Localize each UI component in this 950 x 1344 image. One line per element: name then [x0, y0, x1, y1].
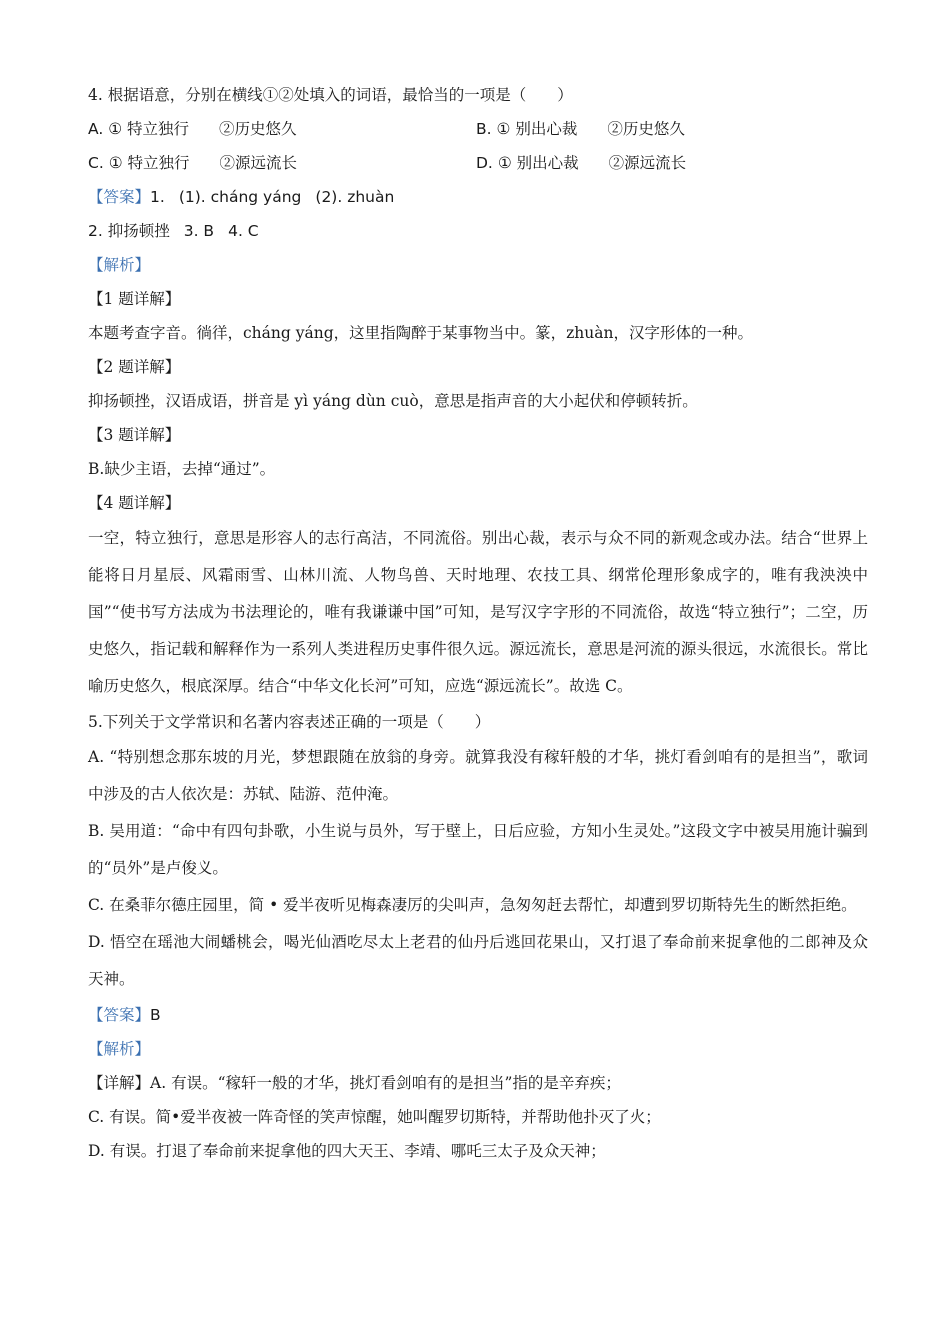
answer-block-2: 2. 抑扬顿挫 3. B 4. C [88, 222, 259, 240]
detail-2-title: 【2 题详解】 [88, 358, 181, 376]
q5-option-a: A. “特别想念那东坡的月光，梦想跟随在放翁的身旁。就算我没有稼轩般的才华，挑灯看剑咱有的是担当”，歌词中涉及的古人依次是：苏轼、陆游、范仲淹。 [88, 748, 868, 803]
detail-1-title: 【1 题详解】 [88, 290, 181, 308]
q5-option-d: D. 悟空在瑶池大闹蟠桃会，喝光仙酒吃尽太上老君的仙丹后逃回花果山，又打退了奉命前来捉拿他的二郎神及众天神。 [88, 933, 868, 988]
answer-tag: 【答案】 [88, 188, 151, 206]
answer-5: 【答案】B [88, 1006, 161, 1024]
detail-1-body: 本题考查字音。徜徉，cháng yáng，这里指陶醉于某事物当中。篆，zhuàn，汉字形体的一种。 [88, 324, 753, 342]
document-page [88, 78, 868, 1168]
analysis-tag: 【解析】 [88, 256, 151, 274]
detail-2-body: 抑扬顿挫，汉语成语，拼音是 yì yáng dùn cuò，意思是指声音的大小起伏和停顿转折。 [88, 392, 698, 410]
q5-option-b: B. 吴用道：“命中有四句卦歌，小生说与员外，写于壁上，日后应验，方知小生灵处。”这段文字中被吴用施计骗到的“员外”是卢俊义。 [88, 822, 868, 877]
q4-stem: 4. 根据语意，分别在横线①②处填入的词语，最恰当的一项是（ ） [88, 86, 573, 104]
analysis-5-a: 【详解】A. 有误。“稼轩一般的才华，挑灯看剑咱有的是担当”指的是辛弃疾； [88, 1074, 621, 1092]
q4-options-row-1 [88, 112, 868, 146]
answer-block-1: 【答案】1. (1). cháng yáng (2). zhuàn [88, 188, 395, 206]
q4-option-c: C. ① 特立独行 ②源远流长 [88, 154, 298, 172]
analysis-5-tag: 【解析】 [88, 1040, 151, 1058]
q4-option-a: A. ① 特立独行 ②历史悠久 [88, 120, 297, 138]
q4-option-d: D. ① 别出心裁 ②源远流长 [476, 154, 687, 172]
analysis-5-d: D. 有误。打退了奉命前来捉拿他的四大天王、李靖、哪吒三太子及众天神； [88, 1142, 606, 1160]
q5-option-c: C. 在桑菲尔德庄园里，简 • 爱半夜听见梅森凄厉的尖叫声，急匆匆赶去帮忙，却遭到罗切斯特先生的断然拒绝。 [88, 896, 857, 914]
detail-4-body: 一空，特立独行，意思是形容人的志行高洁，不同流俗。别出心裁，表示与众不同的新观念或办法。结合“世界上能将日月星辰、风霜雨雪、山林川流、人物鸟兽、天时地理、农技工具、纲常伦理形象成字的，唯有我泱泱中国”“使书写方法成为书法理论的，唯有我谦谦中国”可知，是写汉字字形的不同流俗，故选“特立独行”；二空，历史悠久，指记载和解释作为一系列人类进程历史事件很久远。源远流长，意思是河流的源头很远，水流很长。常比喻历史悠久，根底深厚。结合“中华文化长河”可知，应选“源远流长”。故选 C。 [88, 529, 868, 695]
detail-4-title: 【4 题详解】 [88, 494, 181, 512]
q4-options-row-2 [88, 146, 868, 180]
q4-option-b: B. ① 别出心裁 ②历史悠久 [476, 120, 685, 138]
analysis-5-c: C. 有误。简•爱半夜被一阵奇怪的笑声惊醒，她叫醒罗切斯特，并帮助他扑灭了火； [88, 1108, 661, 1126]
detail-3-body: B.缺少主语，去掉“通过”。 [88, 460, 276, 478]
q5-stem: 5.下列关于文学常识和名著内容表述正确的一项是（ ） [88, 713, 491, 731]
detail-3-title: 【3 题详解】 [88, 426, 181, 444]
